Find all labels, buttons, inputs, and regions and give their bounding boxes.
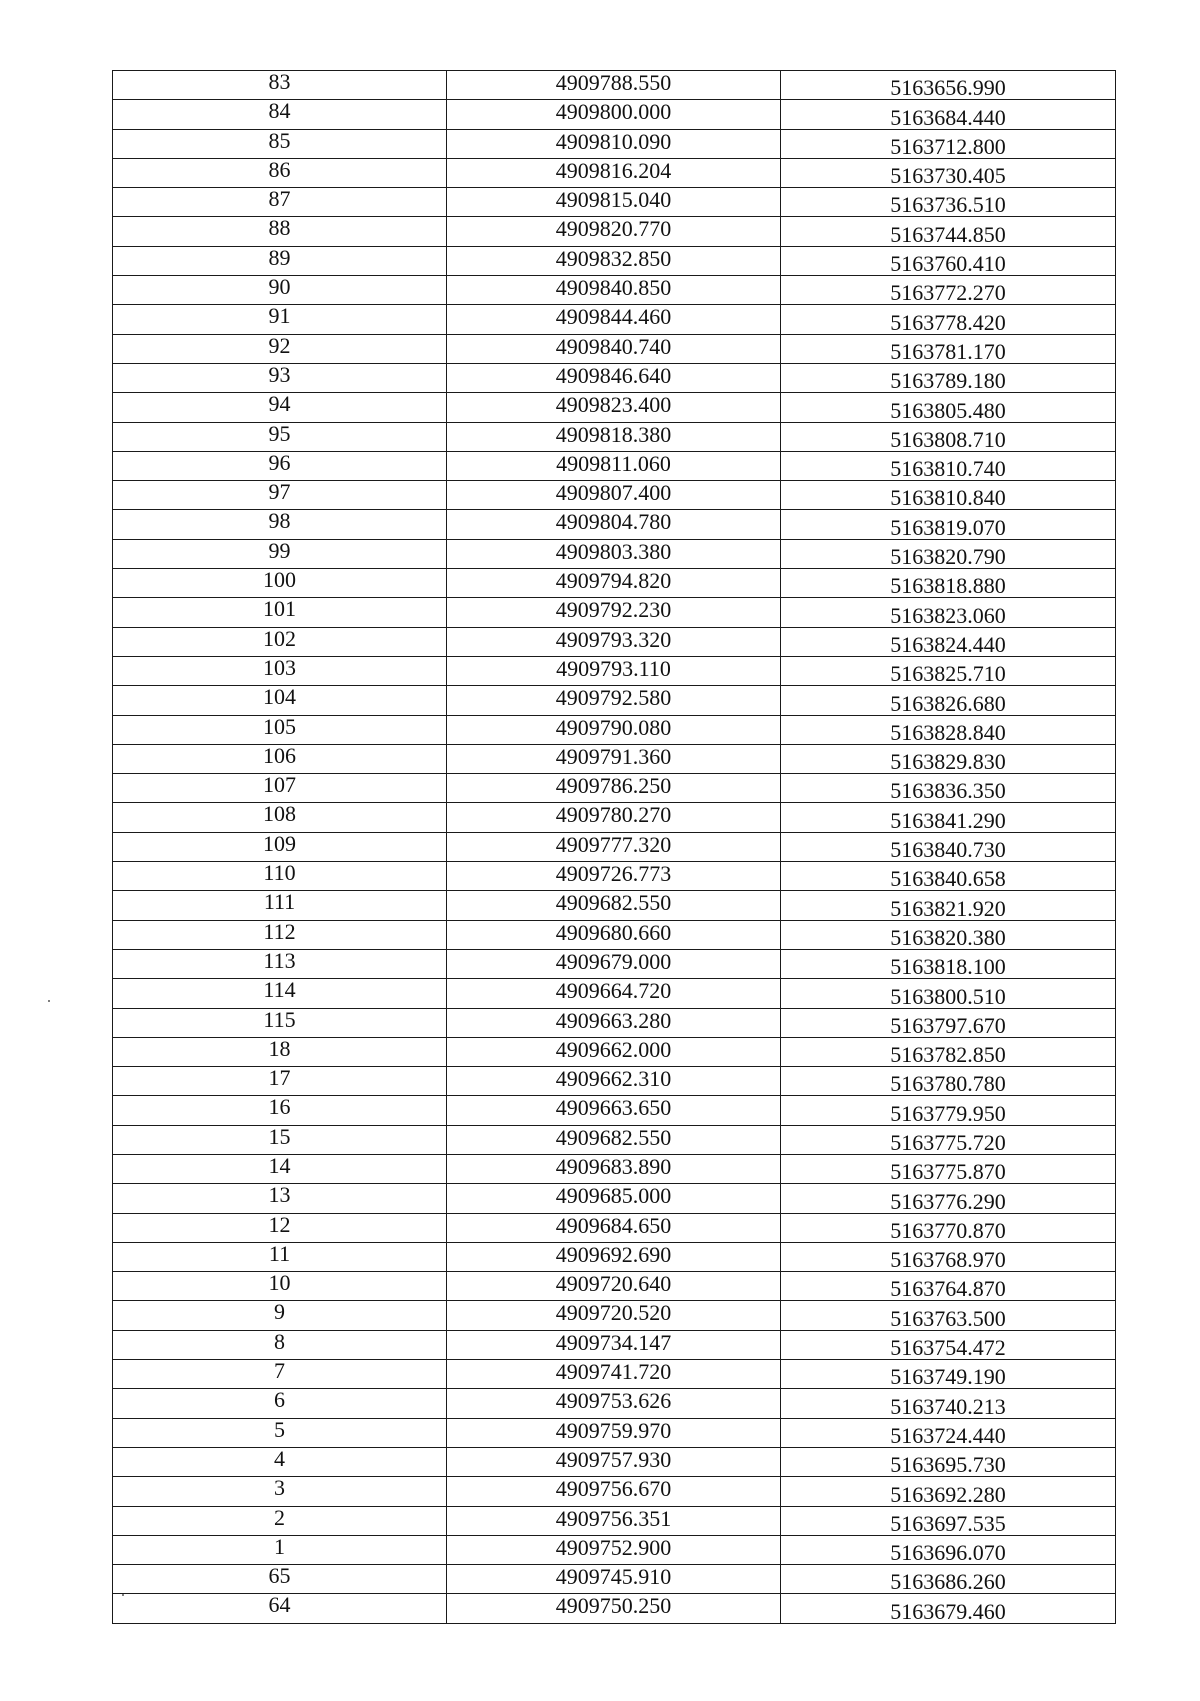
point-number-cell: 83 [113,71,447,100]
table-row [113,188,1116,217]
y-coordinate-cell: 5163840.730 [781,832,1116,861]
table-row [113,481,1116,510]
point-number-cell: 100 [113,569,447,598]
y-coordinate-cell: 5163840.658 [781,862,1116,891]
table-row [113,363,1116,392]
y-coordinate-cell: 5163797.670 [781,1008,1116,1037]
point-number-cell: 102 [113,627,447,656]
y-coordinate-cell: 5163820.790 [781,539,1116,568]
table-row [113,832,1116,861]
x-coordinate-cell: 4909680.660 [447,920,781,949]
x-coordinate-cell: 4909810.090 [447,129,781,158]
point-number-cell: 99 [113,539,447,568]
x-coordinate-cell: 4909664.720 [447,979,781,1008]
point-number-cell: 9 [113,1301,447,1330]
table-row [113,1242,1116,1271]
x-coordinate-cell: 4909793.110 [447,656,781,685]
point-number-cell: 89 [113,246,447,275]
table-row [113,1535,1116,1564]
point-number-cell: 87 [113,188,447,217]
y-coordinate-cell: 5163836.350 [781,774,1116,803]
x-coordinate-cell: 4909683.890 [447,1154,781,1183]
x-coordinate-cell: 4909792.230 [447,598,781,627]
x-coordinate-cell: 4909840.850 [447,276,781,305]
table-row [113,949,1116,978]
table-row [113,1037,1116,1066]
point-number-cell: 10 [113,1272,447,1301]
table-row [113,979,1116,1008]
y-coordinate-cell: 5163778.420 [781,305,1116,334]
table-row [113,686,1116,715]
point-number-cell: 93 [113,363,447,392]
x-coordinate-cell: 4909791.360 [447,744,781,773]
x-coordinate-cell: 4909844.460 [447,305,781,334]
point-number-cell: 6 [113,1389,447,1418]
x-coordinate-cell: 4909777.320 [447,832,781,861]
point-number-cell: 88 [113,217,447,246]
y-coordinate-cell: 5163740.213 [781,1389,1116,1418]
point-number-cell: 95 [113,422,447,451]
table-row [113,627,1116,656]
x-coordinate-cell: 4909757.930 [447,1447,781,1476]
point-number-cell: 107 [113,774,447,803]
point-number-cell: 17 [113,1067,447,1096]
point-number-cell: 115 [113,1008,447,1037]
point-number-cell: 64 [113,1594,447,1623]
x-coordinate-cell: 4909759.970 [447,1418,781,1447]
table-row [113,1125,1116,1154]
point-number-cell: 8 [113,1330,447,1359]
point-number-cell: 101 [113,598,447,627]
y-coordinate-cell: 5163818.880 [781,569,1116,598]
point-number-cell: 5 [113,1418,447,1447]
point-number-cell: 84 [113,100,447,129]
table-row [113,598,1116,627]
point-number-cell: 86 [113,158,447,187]
point-number-cell: 108 [113,803,447,832]
x-coordinate-cell: 4909682.550 [447,891,781,920]
point-number-cell: 11 [113,1242,447,1271]
y-coordinate-cell: 5163749.190 [781,1360,1116,1389]
x-coordinate-cell: 4909662.310 [447,1067,781,1096]
x-coordinate-cell: 4909793.320 [447,627,781,656]
table-row [113,1477,1116,1506]
y-coordinate-cell: 5163775.720 [781,1125,1116,1154]
y-coordinate-cell: 5163656.990 [781,71,1116,100]
y-coordinate-cell: 5163754.472 [781,1330,1116,1359]
point-number-cell: 96 [113,451,447,480]
point-number-cell: 65 [113,1565,447,1594]
point-number-cell: 103 [113,656,447,685]
y-coordinate-cell: 5163686.260 [781,1565,1116,1594]
table-row [113,100,1116,129]
y-coordinate-cell: 5163780.780 [781,1067,1116,1096]
point-number-cell: 113 [113,949,447,978]
point-number-cell: 112 [113,920,447,949]
point-number-cell: 15 [113,1125,447,1154]
x-coordinate-cell: 4909816.204 [447,158,781,187]
x-coordinate-cell: 4909663.650 [447,1096,781,1125]
y-coordinate-cell: 5163772.270 [781,276,1116,305]
point-number-cell: 110 [113,862,447,891]
x-coordinate-cell: 4909832.850 [447,246,781,275]
x-coordinate-cell: 4909780.270 [447,803,781,832]
x-coordinate-cell: 4909753.626 [447,1389,781,1418]
y-coordinate-cell: 5163724.440 [781,1418,1116,1447]
y-coordinate-cell: 5163789.180 [781,363,1116,392]
table-row [113,1008,1116,1037]
y-coordinate-cell: 5163821.920 [781,891,1116,920]
table-row [113,334,1116,363]
point-number-cell: 90 [113,276,447,305]
table-row [113,1565,1116,1594]
y-coordinate-cell: 5163819.070 [781,510,1116,539]
y-coordinate-cell: 5163770.870 [781,1213,1116,1242]
y-coordinate-cell: 5163823.060 [781,598,1116,627]
x-coordinate-cell: 4909679.000 [447,949,781,978]
x-coordinate-cell: 4909663.280 [447,1008,781,1037]
table-row [113,1360,1116,1389]
table-row [113,1330,1116,1359]
table-row [113,1272,1116,1301]
table-row [113,539,1116,568]
x-coordinate-cell: 4909794.820 [447,569,781,598]
table-row [113,451,1116,480]
x-coordinate-cell: 4909692.690 [447,1242,781,1271]
point-number-cell: 111 [113,891,447,920]
x-coordinate-cell: 4909756.670 [447,1477,781,1506]
point-number-cell: 16 [113,1096,447,1125]
point-number-cell: 104 [113,686,447,715]
table-row [113,891,1116,920]
point-number-cell: 13 [113,1184,447,1213]
table-row [113,656,1116,685]
table-row [113,1447,1116,1476]
point-number-cell: 2 [113,1506,447,1535]
x-coordinate-cell: 4909750.250 [447,1594,781,1623]
y-coordinate-cell: 5163824.440 [781,627,1116,656]
point-number-cell: 98 [113,510,447,539]
table-row [113,774,1116,803]
table-row [113,715,1116,744]
y-coordinate-cell: 5163829.830 [781,744,1116,773]
x-coordinate-cell: 4909734.147 [447,1330,781,1359]
table-row [113,920,1116,949]
table-row [113,510,1116,539]
x-coordinate-cell: 4909756.351 [447,1506,781,1535]
table-row [113,1301,1116,1330]
table-row [113,158,1116,187]
x-coordinate-cell: 4909800.000 [447,100,781,129]
table-row [113,217,1116,246]
y-coordinate-cell: 5163764.870 [781,1272,1116,1301]
x-coordinate-cell: 4909752.900 [447,1535,781,1564]
point-number-cell: 97 [113,481,447,510]
table-row [113,1506,1116,1535]
y-coordinate-cell: 5163800.510 [781,979,1116,1008]
table-row [113,305,1116,334]
table-row [113,422,1116,451]
table-row [113,569,1116,598]
y-coordinate-cell: 5163768.970 [781,1242,1116,1271]
point-number-cell: 1 [113,1535,447,1564]
x-coordinate-cell: 4909786.250 [447,774,781,803]
y-coordinate-cell: 5163712.800 [781,129,1116,158]
table-row [113,744,1116,773]
coordinates-table [112,70,1116,1624]
table-row [113,1067,1116,1096]
table-row [113,862,1116,891]
x-coordinate-cell: 4909840.740 [447,334,781,363]
point-number-cell: 4 [113,1447,447,1476]
x-coordinate-cell: 4909745.910 [447,1565,781,1594]
x-coordinate-cell: 4909788.550 [447,71,781,100]
table-row [113,129,1116,158]
x-coordinate-cell: 4909846.640 [447,363,781,392]
x-coordinate-cell: 4909804.780 [447,510,781,539]
point-number-cell: 7 [113,1360,447,1389]
x-coordinate-cell: 4909815.040 [447,188,781,217]
table-row [113,1154,1116,1183]
point-number-cell: 85 [113,129,447,158]
scan-speck [122,1594,124,1596]
y-coordinate-cell: 5163695.730 [781,1447,1116,1476]
y-coordinate-cell: 5163841.290 [781,803,1116,832]
y-coordinate-cell: 5163744.850 [781,217,1116,246]
table-row [113,276,1116,305]
x-coordinate-cell: 4909684.650 [447,1213,781,1242]
point-number-cell: 114 [113,979,447,1008]
point-number-cell: 92 [113,334,447,363]
y-coordinate-cell: 5163828.840 [781,715,1116,744]
y-coordinate-cell: 5163697.535 [781,1506,1116,1535]
y-coordinate-cell: 5163820.380 [781,920,1116,949]
y-coordinate-cell: 5163736.510 [781,188,1116,217]
y-coordinate-cell: 5163684.440 [781,100,1116,129]
y-coordinate-cell: 5163782.850 [781,1037,1116,1066]
x-coordinate-cell: 4909823.400 [447,393,781,422]
x-coordinate-cell: 4909820.770 [447,217,781,246]
point-number-cell: 91 [113,305,447,334]
x-coordinate-cell: 4909818.380 [447,422,781,451]
y-coordinate-cell: 5163763.500 [781,1301,1116,1330]
point-number-cell: 14 [113,1154,447,1183]
coordinates-table-body [113,71,1116,1624]
x-coordinate-cell: 4909726.773 [447,862,781,891]
x-coordinate-cell: 4909811.060 [447,451,781,480]
x-coordinate-cell: 4909720.640 [447,1272,781,1301]
table-row [113,1096,1116,1125]
x-coordinate-cell: 4909685.000 [447,1184,781,1213]
table-row [113,393,1116,422]
y-coordinate-cell: 5163696.070 [781,1535,1116,1564]
point-number-cell: 94 [113,393,447,422]
x-coordinate-cell: 4909662.000 [447,1037,781,1066]
y-coordinate-cell: 5163760.410 [781,246,1116,275]
table-row [113,1418,1116,1447]
table-row [113,1213,1116,1242]
y-coordinate-cell: 5163810.840 [781,481,1116,510]
y-coordinate-cell: 5163808.710 [781,422,1116,451]
table-row [113,803,1116,832]
y-coordinate-cell: 5163776.290 [781,1184,1116,1213]
x-coordinate-cell: 4909807.400 [447,481,781,510]
scan-speck [48,1000,50,1002]
x-coordinate-cell: 4909790.080 [447,715,781,744]
y-coordinate-cell: 5163775.870 [781,1154,1116,1183]
y-coordinate-cell: 5163692.280 [781,1477,1116,1506]
y-coordinate-cell: 5163730.405 [781,158,1116,187]
x-coordinate-cell: 4909720.520 [447,1301,781,1330]
y-coordinate-cell: 5163679.460 [781,1594,1116,1623]
point-number-cell: 3 [113,1477,447,1506]
x-coordinate-cell: 4909741.720 [447,1360,781,1389]
table-row [113,1184,1116,1213]
table-row [113,71,1116,100]
y-coordinate-cell: 5163781.170 [781,334,1116,363]
point-number-cell: 105 [113,715,447,744]
y-coordinate-cell: 5163826.680 [781,686,1116,715]
y-coordinate-cell: 5163818.100 [781,949,1116,978]
point-number-cell: 12 [113,1213,447,1242]
point-number-cell: 106 [113,744,447,773]
table-row [113,1594,1116,1623]
table-row [113,246,1116,275]
x-coordinate-cell: 4909682.550 [447,1125,781,1154]
point-number-cell: 109 [113,832,447,861]
y-coordinate-cell: 5163810.740 [781,451,1116,480]
point-number-cell: 18 [113,1037,447,1066]
y-coordinate-cell: 5163805.480 [781,393,1116,422]
x-coordinate-cell: 4909792.580 [447,686,781,715]
x-coordinate-cell: 4909803.380 [447,539,781,568]
y-coordinate-cell: 5163779.950 [781,1096,1116,1125]
table-row [113,1389,1116,1418]
y-coordinate-cell: 5163825.710 [781,656,1116,685]
